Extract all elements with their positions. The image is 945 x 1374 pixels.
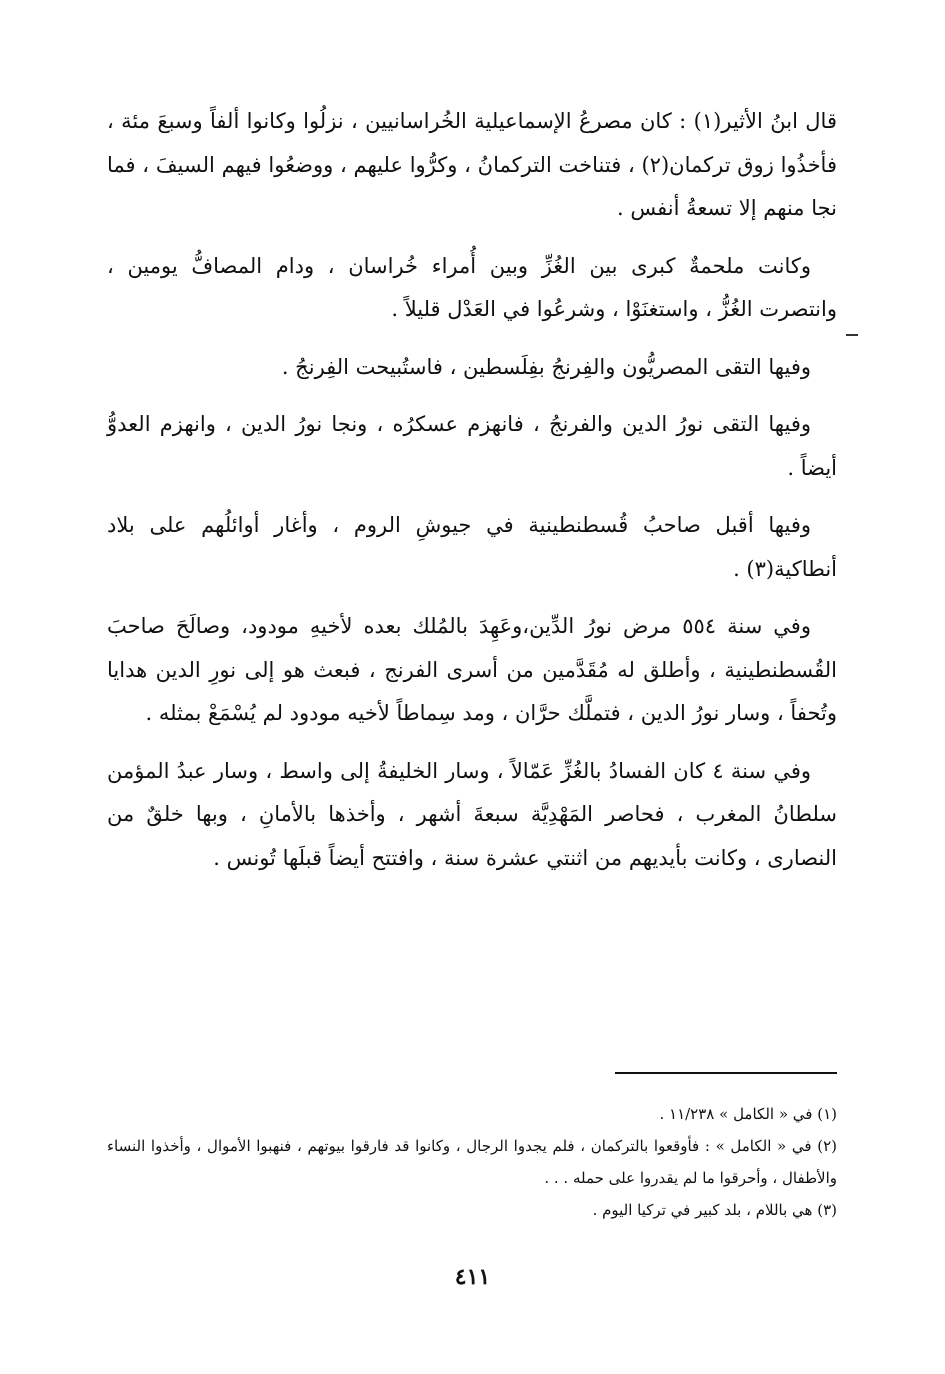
paragraph-year-4: وفي سنة ٤ كان الفسادُ بالغُزِّ عَمّالاً ، وسار الخليفةُ إلى واسط ، وسار عبدُ المؤمن سلطانُ المغرب ، فحاصر المَهْدِيَّة سبعةَ أشهر ، وأخذها بالأمانِ ، وبها خلقٌ من النصارى ، وكانت بأيديهم من اثنتي عشرة سنة ، وافتتح أيضاً قبلَها تُونس . (107, 758, 837, 870)
paragraph-nur-al-din: وفيها التقى نورُ الدين والفرنجُ ، فانهزم عسكرُه ، ونجا نورُ الدين ، وانهزم العدوُّ أيضاً . (107, 412, 837, 480)
margin-mark (846, 334, 858, 336)
footnote-separator (615, 1072, 837, 1074)
footnotes (107, 1098, 837, 1226)
page-number: ٤١١ (454, 1264, 491, 1290)
paragraph-constantinople: وفيها أقبل صاحبُ قُسطنطينية في جيوشِ الروم ، وأغار أوائلُهم على بلاد أنطاكية(٣) . (107, 513, 837, 581)
footnote-3: (٣) هي باللام ، بلد كبير في تركيا اليوم . (592, 1201, 837, 1219)
paragraph-palestine: وفيها التقى المصريُّون والفِرنجُ بفِلَسطين ، فاستُبيحت الفِرنجُ . (281, 354, 811, 379)
footnote-2: (٢) في « الكامل » : فأوقعوا بالتركمان ، فلم يجدوا الرجال ، وكانوا قد فارقوا بيوتهم ، فنهبوا الأموال ، وأخذوا النساء والأطفال ، وأحرقوا ما لم يقدروا على حمله . . . (107, 1137, 837, 1187)
footnote-1: (١) في « الكامل » ١١/٢٣٨ . (659, 1105, 837, 1123)
main-text (107, 100, 837, 894)
paragraph-ghuzz-battle: وكانت ملحمةٌ كبرى بين الغُزِّ وبين أُمراء خُراسان ، ودام المصافُّ يومين ، وانتصرت الغُزُّ ، واستغنَوْا ، وشرعُوا في العَدْل قليلاً . (107, 253, 837, 321)
paragraph-year-554: وفي سنة ٥٥٤ مرض نورُ الدِّين،وعَهِدَ بالمُلك بعده لأخيهِ مودود، وصالَحَ صاحبَ القُسطنطينية ، وأطلق له مُقَدَّمين من أسرى الفرنج ، فبعث هو إلى نورِ الدين هدايا وتُحفاً ، وسار نورُ الدين ، فتملَّك حرَّان ، ومد سِماطاً لأخيه مودود لم يُسْمَعْ بمثله . (107, 614, 837, 725)
paragraph-ibn-athir: قال ابنُ الأثير(١) : كان مصرعُ الإسماعيلية الخُراسانيين ، نزلُوا وكانوا ألفاً وسبعَ مئة ، فأخذُوا زوق تركمان(٢) ، فتناخت التركمانُ ، وكرُّوا عليهم ، ووضعُوا فيهم السيفَ ، فما نجا منهم إلا تسعةُ أنفس . (107, 109, 837, 220)
